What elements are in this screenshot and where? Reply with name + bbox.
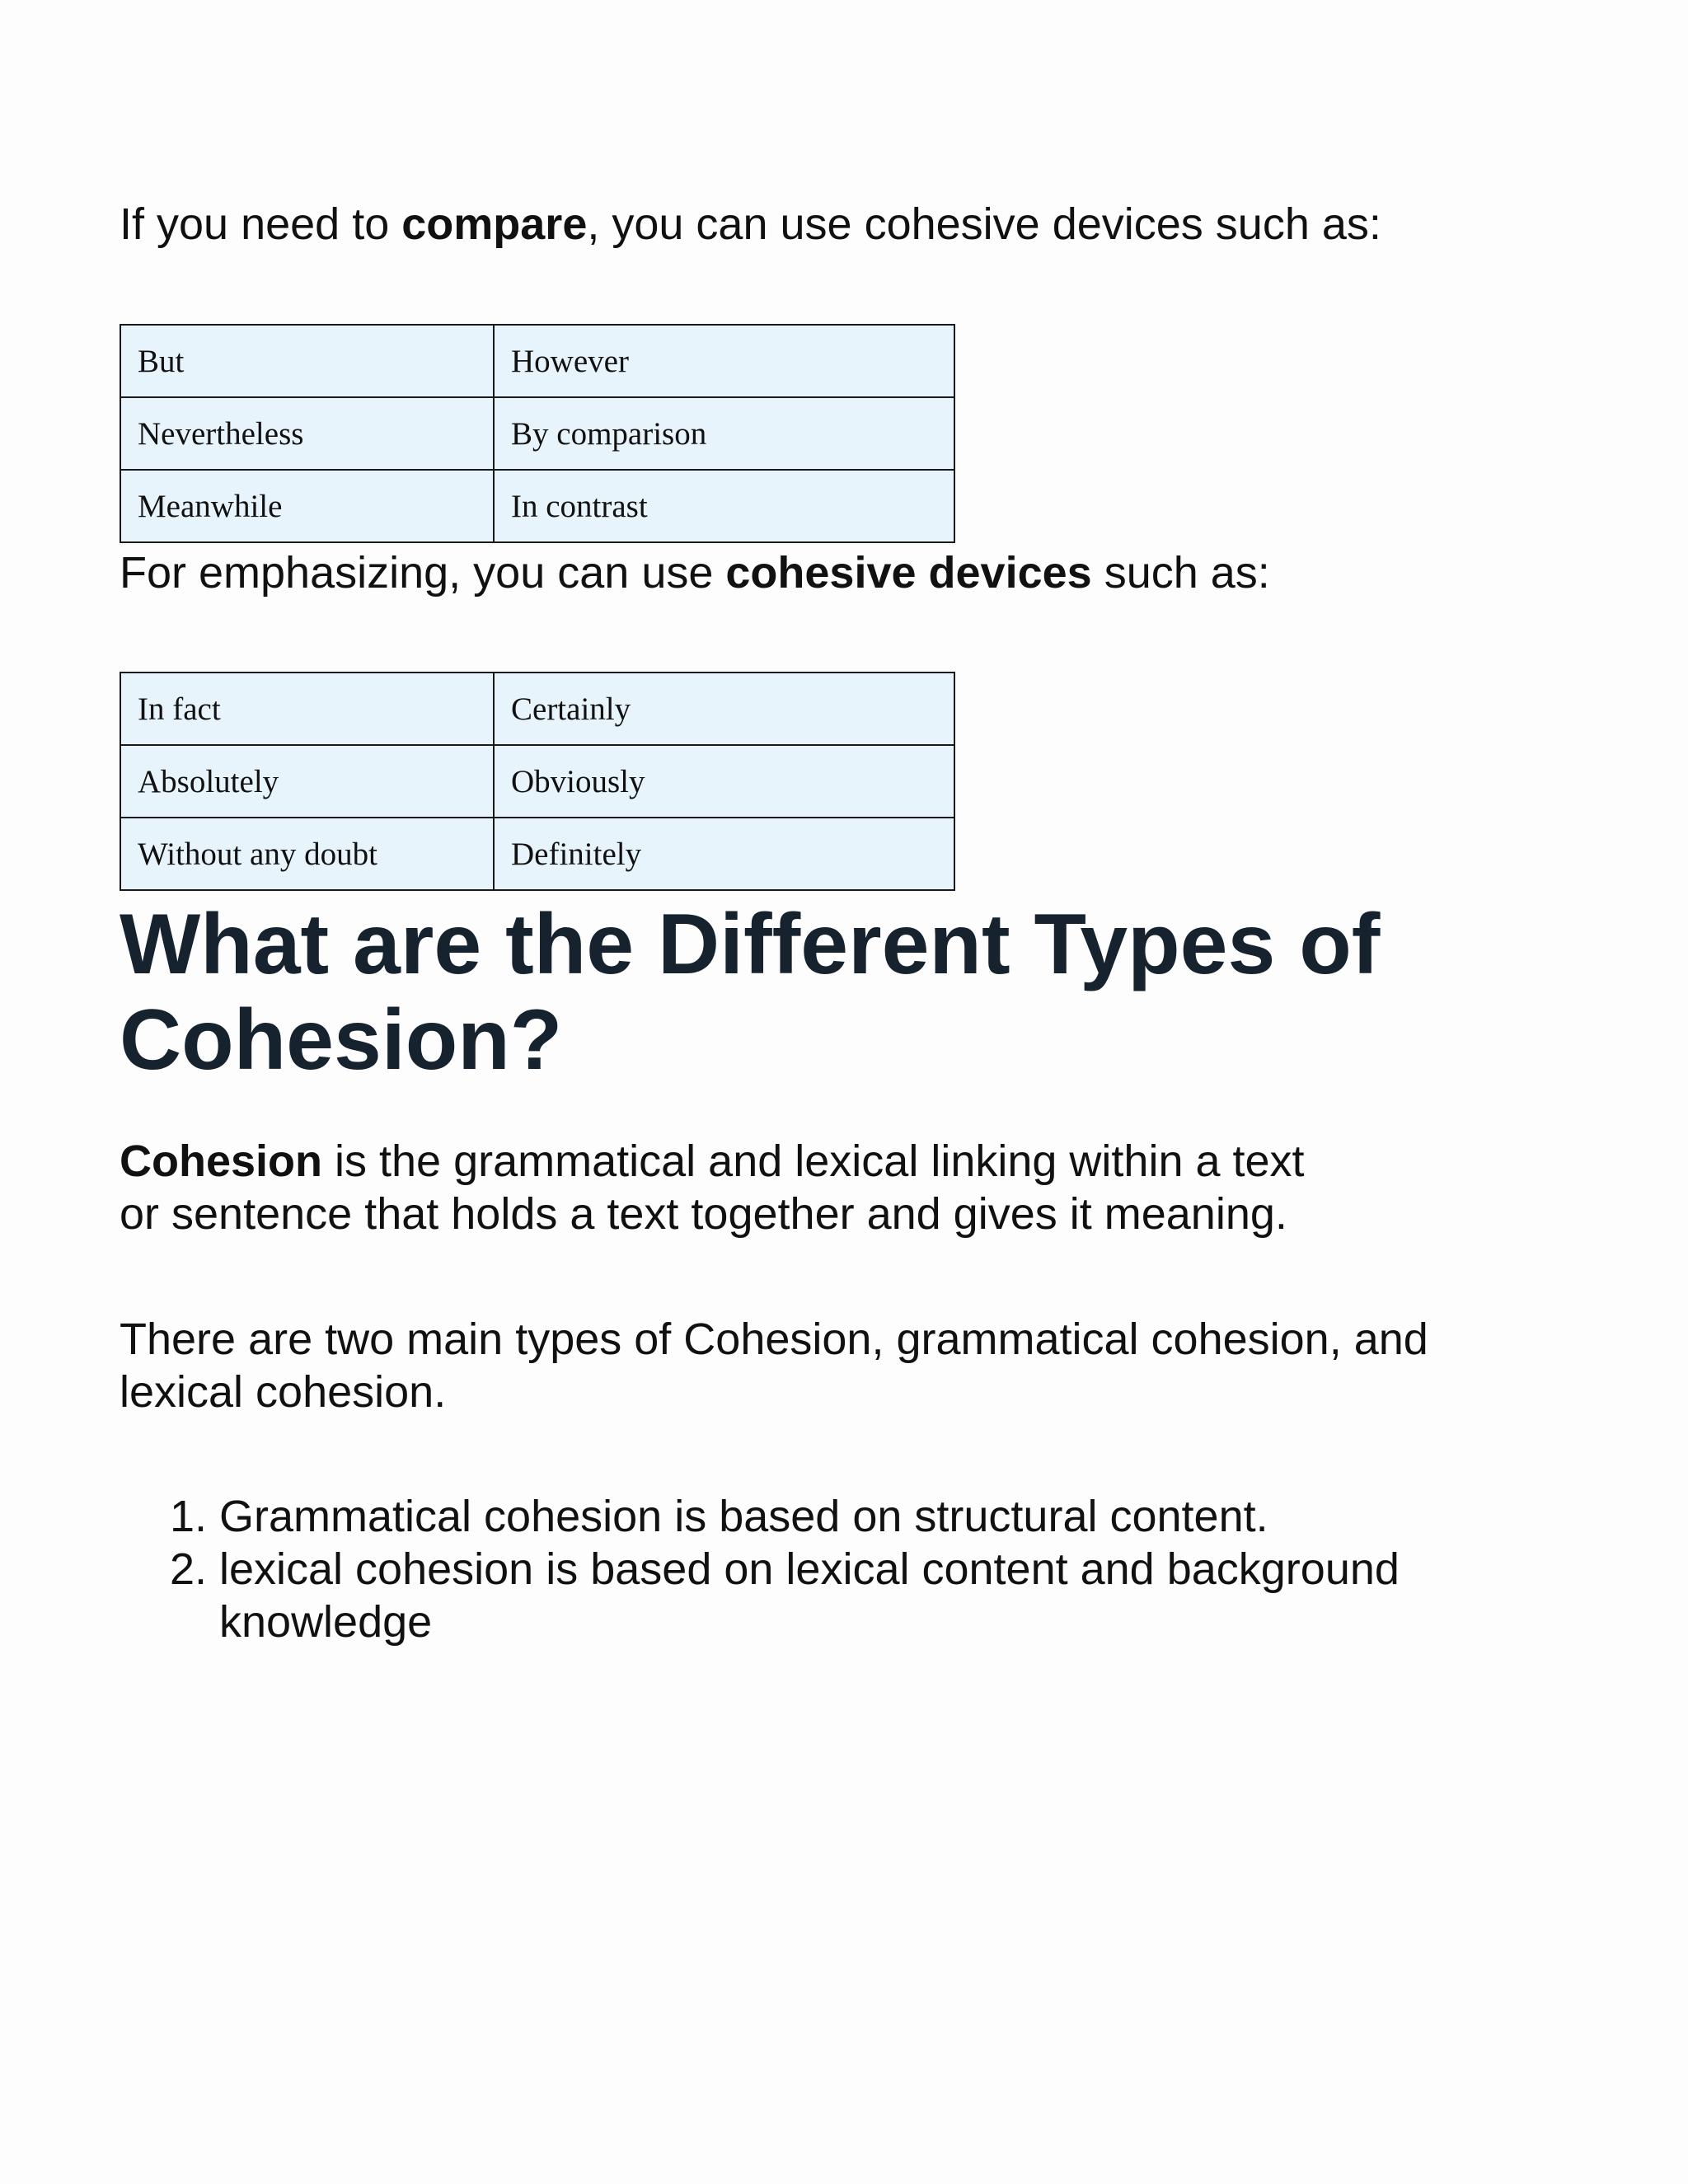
cohesion-types-list	[120, 1490, 1620, 1648]
definition-text: is the grammatical and lexical linking within a text	[322, 1137, 1305, 1186]
table-row	[120, 470, 954, 542]
table-cell: Without any doubt	[120, 818, 494, 890]
cohesion-definition	[120, 1135, 1603, 1240]
definition-term: Cohesion	[120, 1137, 323, 1186]
section-heading	[120, 897, 1603, 1088]
compare-intro-text-end: , you can use cohesive devices such as:	[587, 199, 1381, 249]
table-row	[120, 397, 954, 470]
table-row	[120, 745, 954, 818]
definition-text: or sentence that holds a text together and gives it meaning.	[120, 1189, 1287, 1239]
compare-devices-table	[120, 324, 955, 543]
table-cell: Obviously	[494, 745, 954, 818]
section-heading-line: What are the Different Types of	[120, 897, 1381, 992]
table-row	[120, 818, 954, 890]
emphasize-intro-text: For emphasizing, you can use	[120, 548, 726, 598]
emphasize-devices-table	[120, 672, 955, 891]
section-heading-line: Cohesion?	[120, 992, 563, 1088]
table-cell: By comparison	[494, 397, 954, 470]
table-cell: Certainly	[494, 673, 954, 745]
list-item: 2. lexical cohesion is based on lexical content and background knowledge	[219, 1543, 1620, 1648]
table-row	[120, 673, 954, 745]
types-intro-line: lexical cohesion.	[120, 1367, 447, 1417]
types-intro-line: There are two main types of Cohesion, grammatical cohesion, and	[120, 1315, 1428, 1364]
table-cell: Absolutely	[120, 745, 494, 818]
table-cell: Definitely	[494, 818, 954, 890]
table-row	[120, 325, 954, 397]
table-cell: In fact	[120, 673, 494, 745]
compare-keyword: compare	[401, 199, 588, 249]
compare-intro	[120, 198, 1381, 251]
emphasize-intro	[120, 546, 1270, 599]
list-item: 1. Grammatical cohesion is based on structural content.	[219, 1490, 1620, 1543]
types-intro	[120, 1313, 1603, 1418]
table-cell: In contrast	[494, 470, 954, 542]
table-cell: However	[494, 325, 954, 397]
emphasize-intro-text-end: such as:	[1091, 548, 1270, 598]
compare-intro-text: If you need to	[120, 199, 402, 249]
table-cell: But	[120, 325, 494, 397]
table-cell: Meanwhile	[120, 470, 494, 542]
table-cell: Nevertheless	[120, 397, 494, 470]
emphasize-keyword: cohesive devices	[725, 548, 1092, 598]
